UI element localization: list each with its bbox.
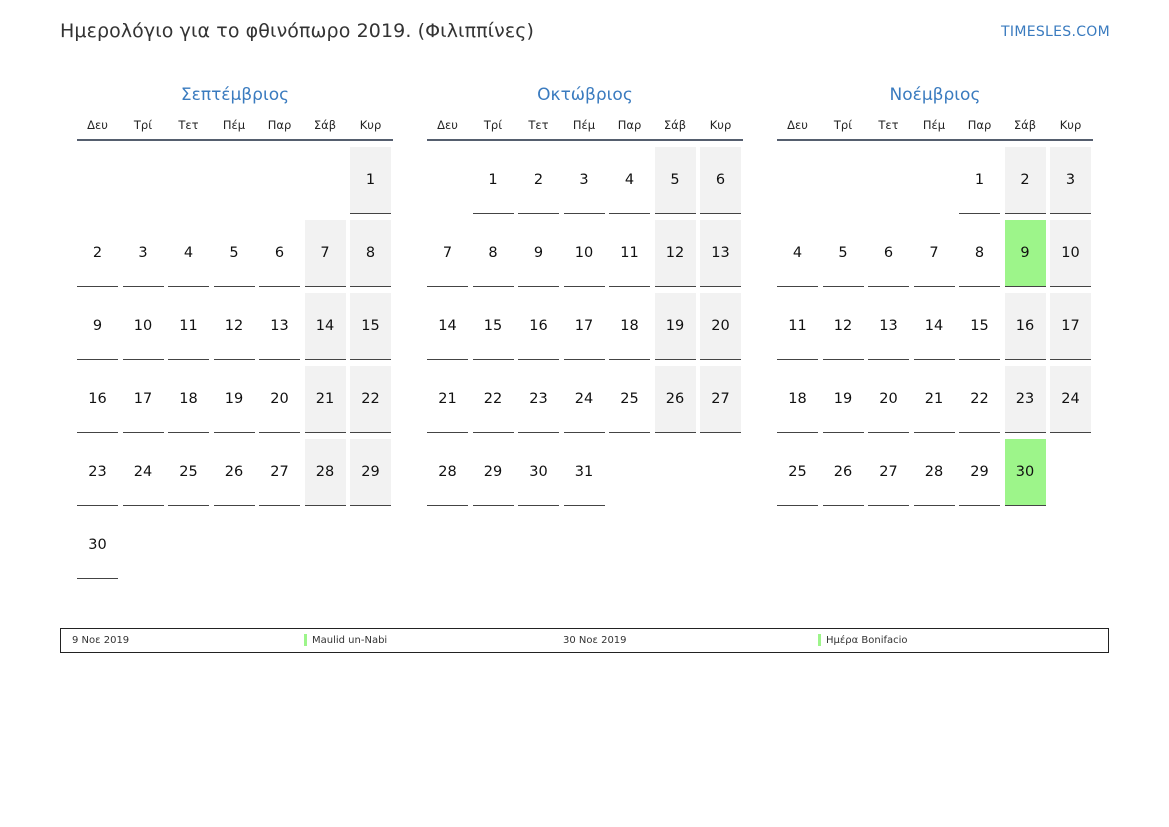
day-cell: 24 (123, 439, 164, 506)
day-cell: 5 (823, 220, 864, 287)
day-cell: 15 (473, 293, 514, 360)
empty-day-cell (427, 147, 468, 214)
day-cell: 26 (823, 439, 864, 506)
day-cell: 8 (473, 220, 514, 287)
day-grid (777, 147, 1093, 506)
day-cell: 23 (518, 366, 559, 433)
day-cell: 29 (473, 439, 514, 506)
day-cell: 28 (914, 439, 955, 506)
day-cell: 16 (77, 366, 118, 433)
day-cell: 4 (777, 220, 818, 287)
day-cell: 17 (1050, 293, 1091, 360)
empty-day-cell (168, 147, 209, 214)
day-cell: 3 (123, 220, 164, 287)
weekday-label: Κυρ (709, 118, 732, 132)
empty-day-cell (305, 147, 346, 214)
month-calendar-september (77, 84, 393, 579)
day-cell: 8 (959, 220, 1000, 287)
empty-day-cell (823, 147, 864, 214)
day-cell: 20 (868, 366, 909, 433)
weekday-label: Παρ (617, 118, 642, 132)
day-cell: 26 (214, 439, 255, 506)
weekday-header (777, 117, 1093, 141)
day-cell: 24 (564, 366, 605, 433)
empty-day-cell (914, 147, 955, 214)
weekday-label: Σάβ (663, 118, 687, 132)
day-cell: 12 (214, 293, 255, 360)
legend-date: 9 Νοε 2019 (72, 635, 130, 646)
day-cell: 6 (868, 220, 909, 287)
weekday-label: Τετ (528, 118, 549, 132)
weekday-header (427, 117, 743, 141)
day-cell: 11 (168, 293, 209, 360)
day-cell: 25 (609, 366, 650, 433)
empty-day-cell (259, 147, 300, 214)
day-cell: 30 (518, 439, 559, 506)
day-cell: 31 (564, 439, 605, 506)
day-cell: 4 (609, 147, 650, 214)
holiday-day-cell: 30 (1005, 439, 1046, 506)
weekday-label: Τρί (483, 118, 503, 132)
holiday-day-cell: 9 (1005, 220, 1046, 287)
day-cell: 3 (564, 147, 605, 214)
day-cell: 22 (473, 366, 514, 433)
day-cell: 19 (823, 366, 864, 433)
day-cell: 1 (959, 147, 1000, 214)
day-cell: 15 (350, 293, 391, 360)
month-calendar-october (427, 84, 743, 506)
month-calendar-november (777, 84, 1093, 506)
day-cell: 18 (777, 366, 818, 433)
weekday-label: Τρί (133, 118, 153, 132)
day-cell: 4 (168, 220, 209, 287)
weekday-label: Τετ (878, 118, 899, 132)
day-cell: 28 (427, 439, 468, 506)
legend-holiday-name: Ημέρα Bonifacio (826, 635, 908, 646)
weekday-label: Πέμ (222, 118, 246, 132)
day-cell: 6 (259, 220, 300, 287)
day-cell: 29 (350, 439, 391, 506)
empty-day-cell (123, 147, 164, 214)
day-cell: 25 (168, 439, 209, 506)
weekday-label: Πέμ (572, 118, 596, 132)
weekday-label: Τετ (178, 118, 199, 132)
weekday-label: Παρ (267, 118, 292, 132)
day-cell: 11 (609, 220, 650, 287)
day-cell: 7 (305, 220, 346, 287)
day-cell: 2 (518, 147, 559, 214)
day-cell: 10 (1050, 220, 1091, 287)
month-name: Νοέμβριος (889, 85, 981, 105)
day-cell: 27 (868, 439, 909, 506)
day-grid (427, 147, 743, 506)
day-cell: 30 (77, 512, 118, 579)
day-cell: 3 (1050, 147, 1091, 214)
day-cell: 17 (564, 293, 605, 360)
day-cell: 12 (655, 220, 696, 287)
day-cell: 22 (350, 366, 391, 433)
day-cell: 25 (777, 439, 818, 506)
day-cell: 5 (214, 220, 255, 287)
weekday-label: Σάβ (1013, 118, 1037, 132)
day-cell: 1 (350, 147, 391, 214)
empty-day-cell (868, 147, 909, 214)
day-cell: 21 (914, 366, 955, 433)
weekday-label: Πέμ (922, 118, 946, 132)
day-cell: 15 (959, 293, 1000, 360)
day-cell: 13 (259, 293, 300, 360)
day-cell: 2 (1005, 147, 1046, 214)
empty-day-cell (777, 147, 818, 214)
day-cell: 5 (655, 147, 696, 214)
day-cell: 18 (168, 366, 209, 433)
day-cell: 17 (123, 366, 164, 433)
day-cell: 1 (473, 147, 514, 214)
day-cell: 2 (77, 220, 118, 287)
day-cell: 28 (305, 439, 346, 506)
day-cell: 10 (123, 293, 164, 360)
day-cell: 19 (214, 366, 255, 433)
legend-color-swatch (818, 634, 821, 646)
day-cell: 27 (259, 439, 300, 506)
day-cell: 21 (427, 366, 468, 433)
weekday-label: Κυρ (359, 118, 382, 132)
day-cell: 12 (823, 293, 864, 360)
day-cell: 23 (1005, 366, 1046, 433)
legend-holiday-name: Maulid un-Nabi (312, 635, 388, 646)
weekday-label: Παρ (967, 118, 992, 132)
weekday-header (77, 117, 393, 141)
empty-day-cell (77, 147, 118, 214)
day-cell: 18 (609, 293, 650, 360)
site-link[interactable]: TIMESLES.COM (1001, 24, 1110, 40)
weekday-label: Δευ (87, 118, 108, 132)
day-cell: 24 (1050, 366, 1091, 433)
weekday-label: Δευ (787, 118, 808, 132)
empty-day-cell (214, 147, 255, 214)
day-cell: 16 (1005, 293, 1046, 360)
holiday-legend (60, 628, 1109, 653)
day-cell: 9 (77, 293, 118, 360)
legend-color-swatch (304, 634, 307, 646)
day-cell: 23 (77, 439, 118, 506)
day-cell: 7 (427, 220, 468, 287)
day-cell: 10 (564, 220, 605, 287)
legend-date: 30 Νοε 2019 (563, 635, 627, 646)
day-cell: 20 (700, 293, 741, 360)
day-cell: 19 (655, 293, 696, 360)
month-name: Σεπτέμβριος (180, 85, 290, 105)
day-cell: 13 (700, 220, 741, 287)
day-cell: 26 (655, 366, 696, 433)
day-cell: 7 (914, 220, 955, 287)
day-cell: 16 (518, 293, 559, 360)
day-cell: 9 (518, 220, 559, 287)
day-cell: 11 (777, 293, 818, 360)
day-cell: 21 (305, 366, 346, 433)
day-cell: 29 (959, 439, 1000, 506)
day-cell: 14 (914, 293, 955, 360)
day-cell: 13 (868, 293, 909, 360)
weekday-label: Σάβ (313, 118, 337, 132)
weekday-label: Τρί (833, 118, 853, 132)
day-grid (77, 147, 393, 579)
day-cell: 8 (350, 220, 391, 287)
day-cell: 14 (305, 293, 346, 360)
day-cell: 6 (700, 147, 741, 214)
day-cell: 27 (700, 366, 741, 433)
page-title: Ημερολόγιο για το φθινόπωρο 2019. (Φιλιππίνες) (60, 20, 535, 42)
weekday-label: Κυρ (1059, 118, 1082, 132)
day-cell: 20 (259, 366, 300, 433)
day-cell: 22 (959, 366, 1000, 433)
day-cell: 14 (427, 293, 468, 360)
weekday-label: Δευ (437, 118, 458, 132)
month-name: Οκτώβριος (537, 85, 633, 105)
